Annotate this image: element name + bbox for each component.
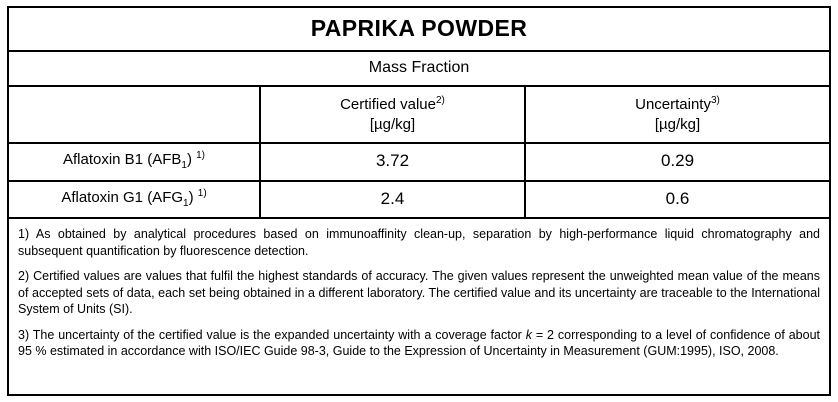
footnote-3 bbox=[18, 327, 820, 360]
footnote-2: 2) Certified values are values that fulfil the highest standards of accuracy. The given values represent the unweighted mean value of the means of accepted sets of data, each set being obtained in a different laboratory. The certified value and its uncertainty are traceable to the International System of Units (SI). bbox=[18, 269, 820, 316]
cell-analyte bbox=[9, 182, 259, 218]
analyte-subscript: 1 bbox=[181, 160, 187, 171]
table-header-row bbox=[9, 87, 829, 144]
uncertainty-value: 0.29 bbox=[660, 151, 695, 170]
table-subtitle: Mass Fraction bbox=[368, 59, 470, 76]
cell-certified-value bbox=[259, 144, 524, 180]
header-certified-value-unit: [µg/kg] bbox=[369, 115, 416, 133]
header-cell-analyte bbox=[9, 87, 259, 142]
header-uncertainty-unit: [µg/kg] bbox=[654, 115, 701, 133]
cell-analyte bbox=[9, 144, 259, 180]
cell-uncertainty bbox=[524, 144, 829, 180]
page-title: PAPRIKA POWDER bbox=[310, 15, 528, 41]
analyte-subscript: 1 bbox=[183, 197, 189, 209]
table-row bbox=[9, 182, 829, 220]
table-subtitle-row bbox=[9, 52, 829, 87]
analyte-footnote-ref: 1) bbox=[196, 150, 206, 161]
header-certified-value-label: Certified value bbox=[340, 96, 436, 113]
table-title-row bbox=[9, 8, 829, 52]
analyte-footnote-ref: 1) bbox=[197, 187, 207, 199]
certified-values-table bbox=[7, 6, 831, 396]
footnote-3-part-b: = 2 corresponding to a level of confidence of about 95 % estimated in accordance with ISO/IEC Guide 98-3, Guide to the Expression of Uncertainty in Measurement (GUM:1995), ISO, 2008. bbox=[18, 327, 820, 358]
header-uncertainty-footnote-ref: 3) bbox=[710, 95, 720, 106]
certified-value: 3.72 bbox=[375, 151, 410, 170]
cell-uncertainty bbox=[524, 182, 829, 218]
footnote-1: 1) As obtained by analytical procedures based on immunoaffinity clean-up, separation by high-performance liquid chromatography and subsequent quantification by fluorescence detection. bbox=[18, 227, 820, 258]
table-row bbox=[9, 144, 829, 182]
uncertainty-value: 0.6 bbox=[665, 188, 690, 208]
footnotes-section bbox=[9, 219, 829, 394]
analyte-name: Aflatoxin G1 (AFG bbox=[61, 188, 184, 206]
footnote-3-symbol-k: k bbox=[525, 327, 532, 342]
footnote-3-part-a: 3) The uncertainty of the certified value is the expanded uncertainty with a coverage factor bbox=[18, 327, 526, 342]
header-certified-value-footnote-ref: 2) bbox=[435, 95, 445, 106]
header-cell-certified-value bbox=[259, 87, 524, 142]
header-uncertainty-label: Uncertainty bbox=[635, 96, 711, 113]
analyte-name: Aflatoxin B1 (AFB bbox=[62, 151, 182, 168]
analyte-close-paren: ) bbox=[186, 151, 192, 168]
analyte-close-paren: ) bbox=[188, 188, 194, 206]
certified-value: 2.4 bbox=[380, 188, 405, 208]
header-cell-uncertainty bbox=[524, 87, 829, 142]
cell-certified-value bbox=[259, 182, 524, 218]
